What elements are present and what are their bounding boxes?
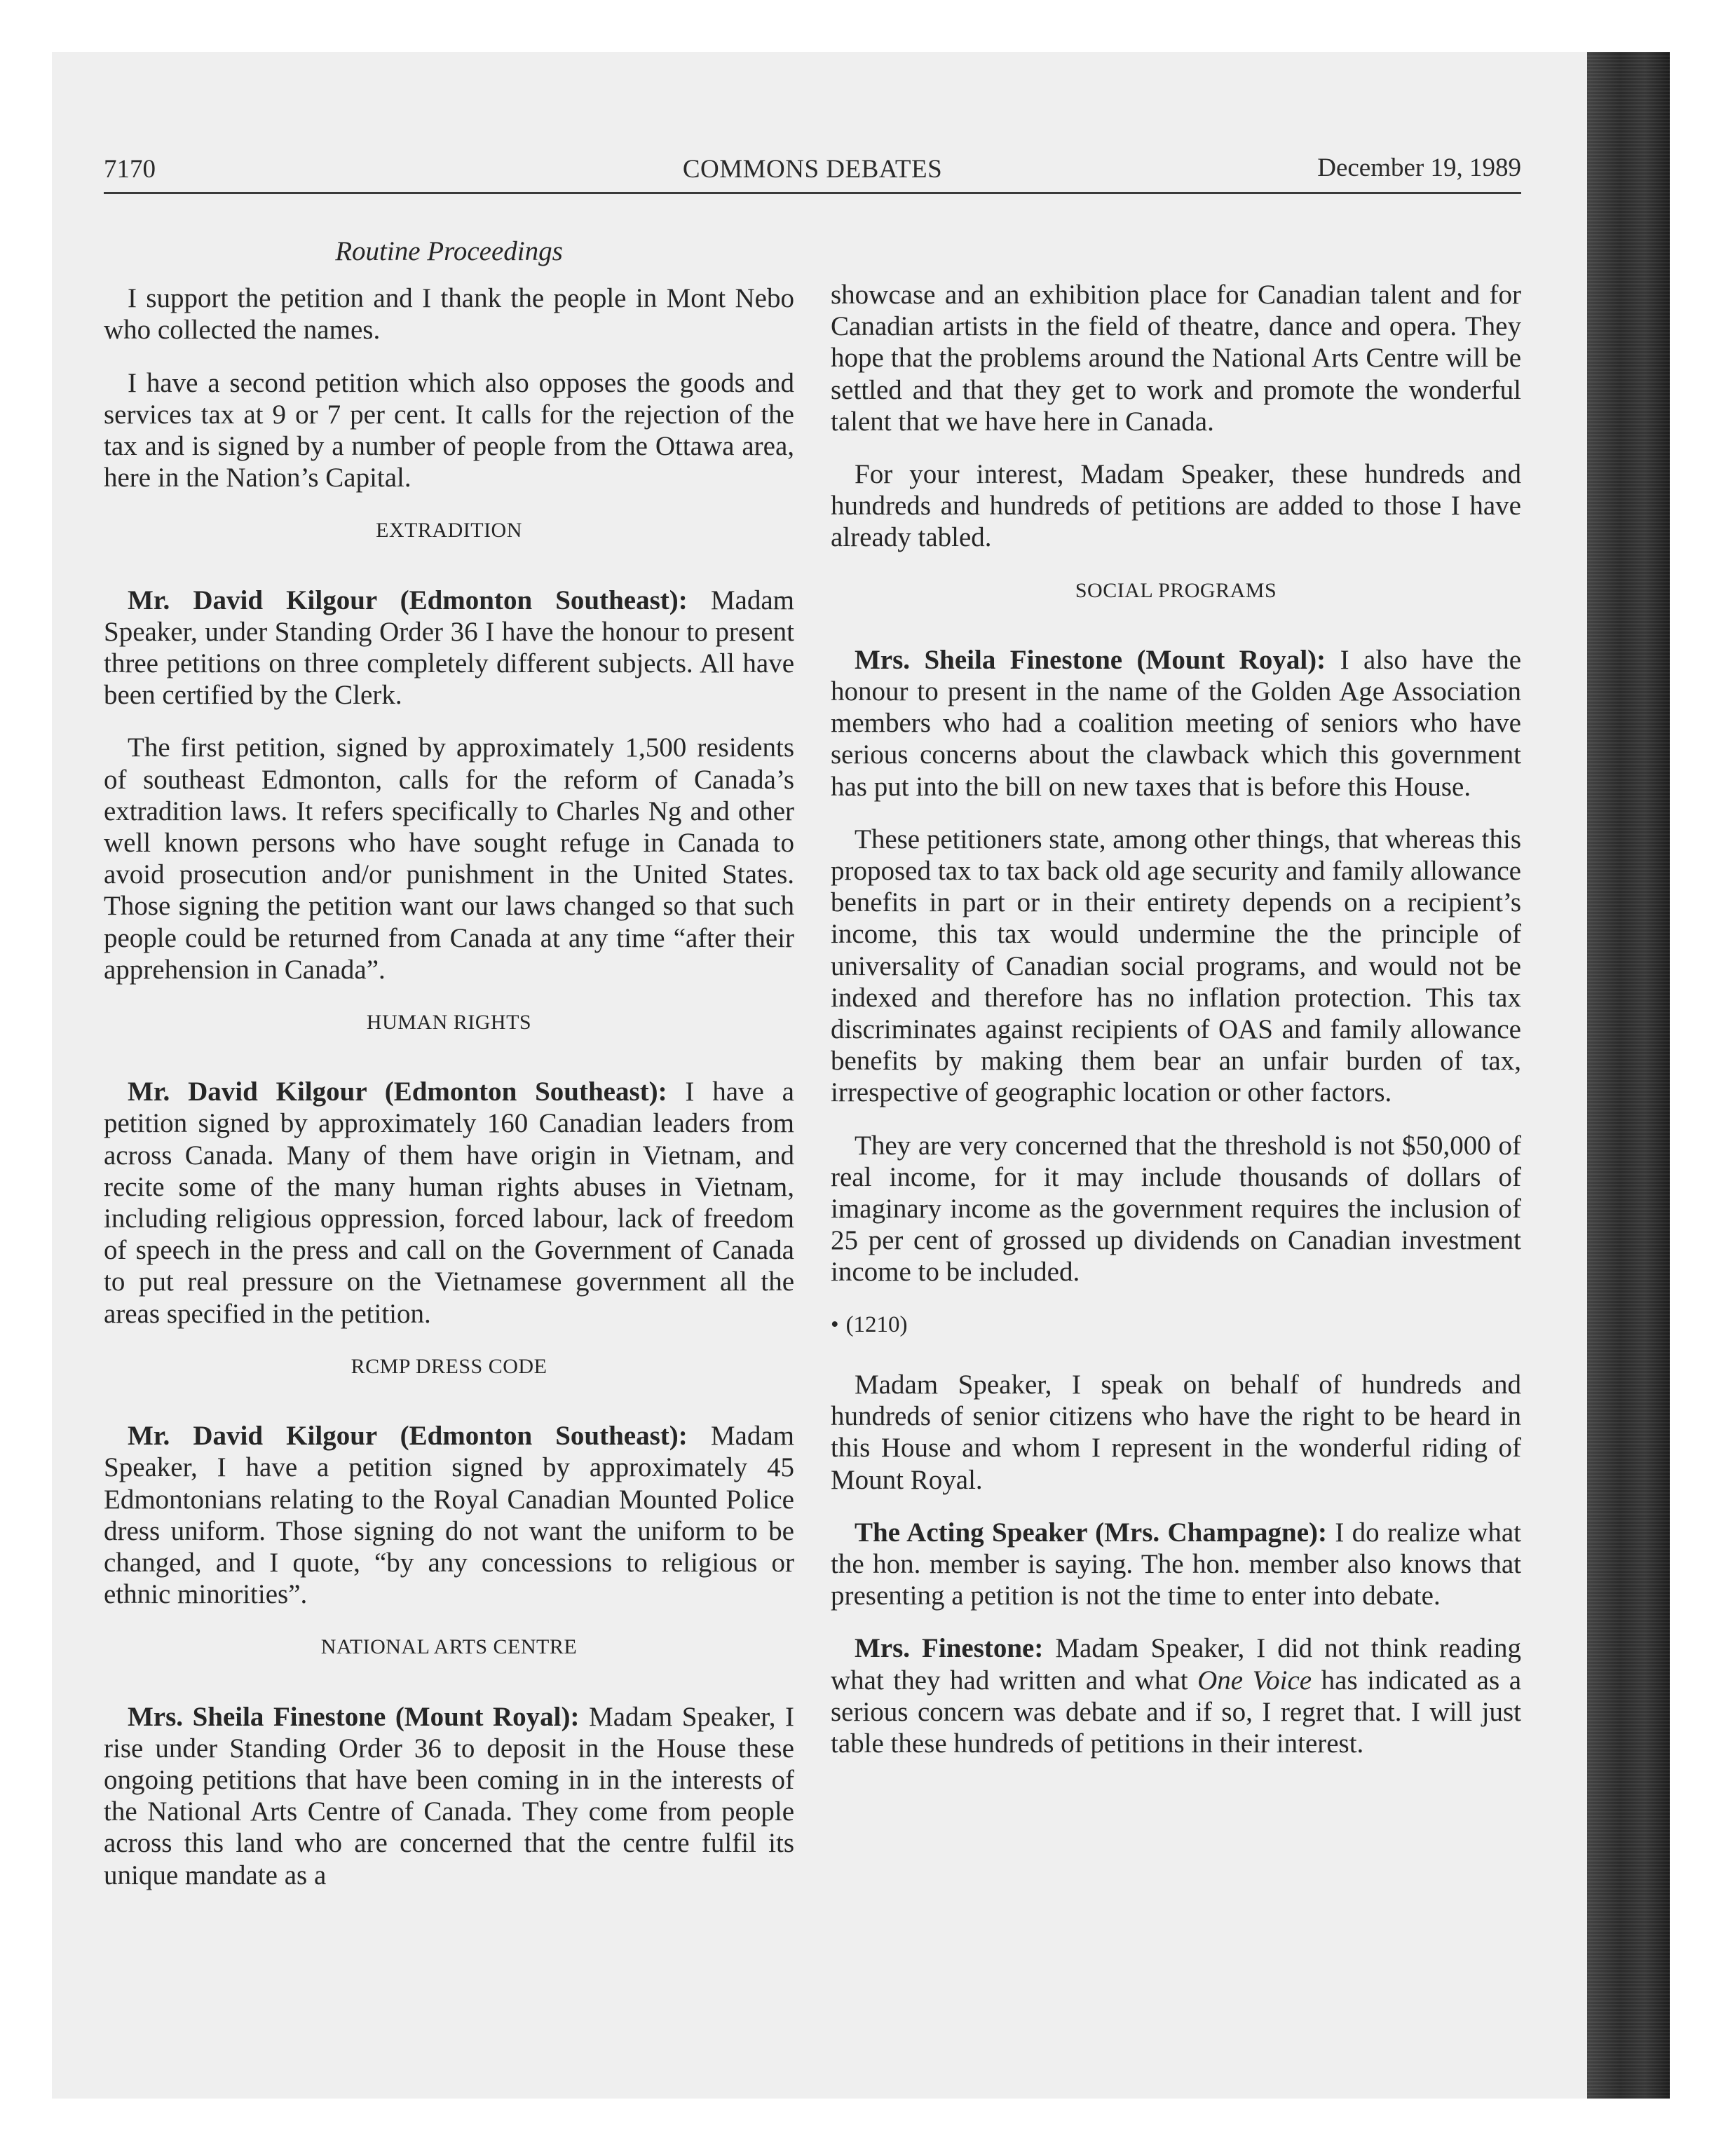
speech-text: Madam Speaker, under Standing Order 36 I have the honour to present three petitions on three completely different subjects. All have been certified by the Clerk.: [104, 585, 794, 711]
speech-text: I have a petition signed by approximately 160 Canadian leaders from across Canada. Many of them have origin in Vietnam, and recite some of the many human rights abuses in Vietnam, including religious oppression, forced labour, lack of freedom of speech in the press and call on the Government of Canada to put real pressure on the Vietnamese government all the areas specified in the petition.: [104, 1077, 794, 1329]
speech-text: I do realize what the hon. member is saying. The hon. member also knows that presenting a petition is not the time to enter into debate.: [831, 1517, 1522, 1611]
paragraph: I have a second petition which also opposes the goods and services tax at 9 or 7 per cent. It calls for the rejection of the tax and is signed by a number of people from the Ottawa area, here in the Nation’s Capital.: [104, 367, 794, 493]
page-number: 7170: [104, 155, 156, 184]
header-rule: [104, 192, 1521, 194]
paragraph: They are very concerned that the threshold is not $50,000 of real income, for it may include thousands of dollars of imaginary income as the government requires the inclusion of 25 per cent of grossed up dividends on Canadian investment income to be included.: [831, 1130, 1521, 1288]
section-title: Routine Proceedings: [335, 236, 563, 266]
speech-paragraph: [104, 1076, 794, 1330]
paragraph: The first petition, signed by approximately 1,500 residents of southeast Edmonton, calls for the reform of Canada’s extradition laws. It refers specifically to Charles Ng and other well known persons who have sought refuge in Canada to avoid prosecution and/or punishment in the United States. Those signing the petition want our laws changed so that such people could be returned from Canada at any time “after their apprehension in Canada”.: [104, 732, 794, 985]
journal-title: COMMONS DEBATES: [682, 155, 943, 184]
time-marker-text: (1210): [845, 1311, 908, 1337]
speaker-name: Mr. David Kilgour (Edmonton Southeast):: [128, 585, 688, 615]
time-marker: [831, 1309, 1521, 1341]
issue-date: December 19, 1989: [1317, 153, 1521, 182]
paragraph: These petitioners state, among other things, that whereas this proposed tax to tax back old age security and family allowance benefits in part or in their entirety depends on a recipient’s income, this tax would undermine the the principle of universality of Canadian social programs, and would not be indexed and therefore has no inflation protection. This tax discriminates against recipients of OAS and family allowance benefits by making them bear an unfair burden of tax, irrespective of geographic location or other factors.: [831, 824, 1521, 1108]
heading-human-rights: HUMAN RIGHTS: [366, 1011, 532, 1035]
speech-paragraph: [831, 1632, 1521, 1759]
paragraph: Madam Speaker, I speak on behalf of hundreds and hundreds of senior citizens who have the right to be heard in this House and whom I represent in the wonderful riding of Mount Royal.: [831, 1369, 1521, 1495]
heading-rcmp-dress-code: RCMP DRESS CODE: [351, 1354, 547, 1378]
speech-text: I also have the honour to present in the name of the Golden Age Association members who had a coalition meeting of seniors who have serious concerns about the clawback which this government has put into the bill on new taxes that is before this House.: [831, 644, 1522, 802]
speech-text: Madam Speaker, I have a petition signed by approximately 45 Edmontonians relating to the Royal Canadian Mounted Police dress uniform. Those signing do not want the uniform to be changed, and I quote, “by any concessions to religious or ethnic minorities”.: [104, 1421, 794, 1610]
publication-title: One Voice: [1197, 1665, 1312, 1696]
right-column: [831, 279, 1521, 1780]
left-column: [104, 236, 794, 1912]
paragraph: For your interest, Madam Speaker, these hundreds and hundreds and hundreds of petitions are added to those I have already tabled.: [831, 459, 1521, 553]
speaker-name: The Acting Speaker (Mrs. Champagne):: [855, 1517, 1327, 1548]
scan-binding-edge: [1587, 52, 1670, 2099]
speaker-name: Mrs. Finestone:: [855, 1633, 1044, 1664]
speaker-name: Mr. David Kilgour (Edmonton Southeast):: [128, 1421, 688, 1452]
heading-extradition: EXTRADITION: [376, 519, 522, 543]
speech-text: Madam Speaker, I did not think reading what they had written and what: [831, 1633, 1522, 1696]
paragraph: I support the petition and I thank the people in Mont Nebo who collected the names.: [104, 283, 794, 346]
bullet-icon: •: [831, 1311, 839, 1337]
speaker-name: Mrs. Sheila Finestone (Mount Royal):: [855, 644, 1326, 675]
speaker-name: Mr. David Kilgour (Edmonton Southeast):: [128, 1077, 667, 1107]
speech-paragraph: [831, 1517, 1521, 1612]
speech-paragraph: [104, 585, 794, 711]
speech-paragraph: [104, 1701, 794, 1891]
heading-social-programs: SOCIAL PROGRAMS: [1075, 578, 1277, 602]
heading-national-arts-centre: NATIONAL ARTS CENTRE: [320, 1635, 578, 1659]
running-header: [104, 153, 1521, 191]
paragraph: showcase and an exhibition place for Canadian talent and for Canadian artists in the field of theatre, dance and opera. They hope that the problems around the National Arts Centre will be settled and that they get to work and promote the wonderful talent that we have here in Canada.: [831, 280, 1521, 437]
speech-text: has indicated as a serious concern was debate and if so, I regret that. I will just table these hundreds of petitions in their interest.: [831, 1665, 1522, 1759]
speech-paragraph: [104, 1420, 794, 1610]
speech-paragraph: [831, 644, 1521, 803]
speaker-name: Mrs. Sheila Finestone (Mount Royal):: [128, 1701, 580, 1732]
speech-text: Madam Speaker, I rise under Standing Order 36 to deposit in the House these ongoing petitions that have been coming in in the interests of the National Arts Centre of Canada. They come from people across this land who are concerned that the centre fulfil its unique mandate as a: [104, 1701, 795, 1890]
